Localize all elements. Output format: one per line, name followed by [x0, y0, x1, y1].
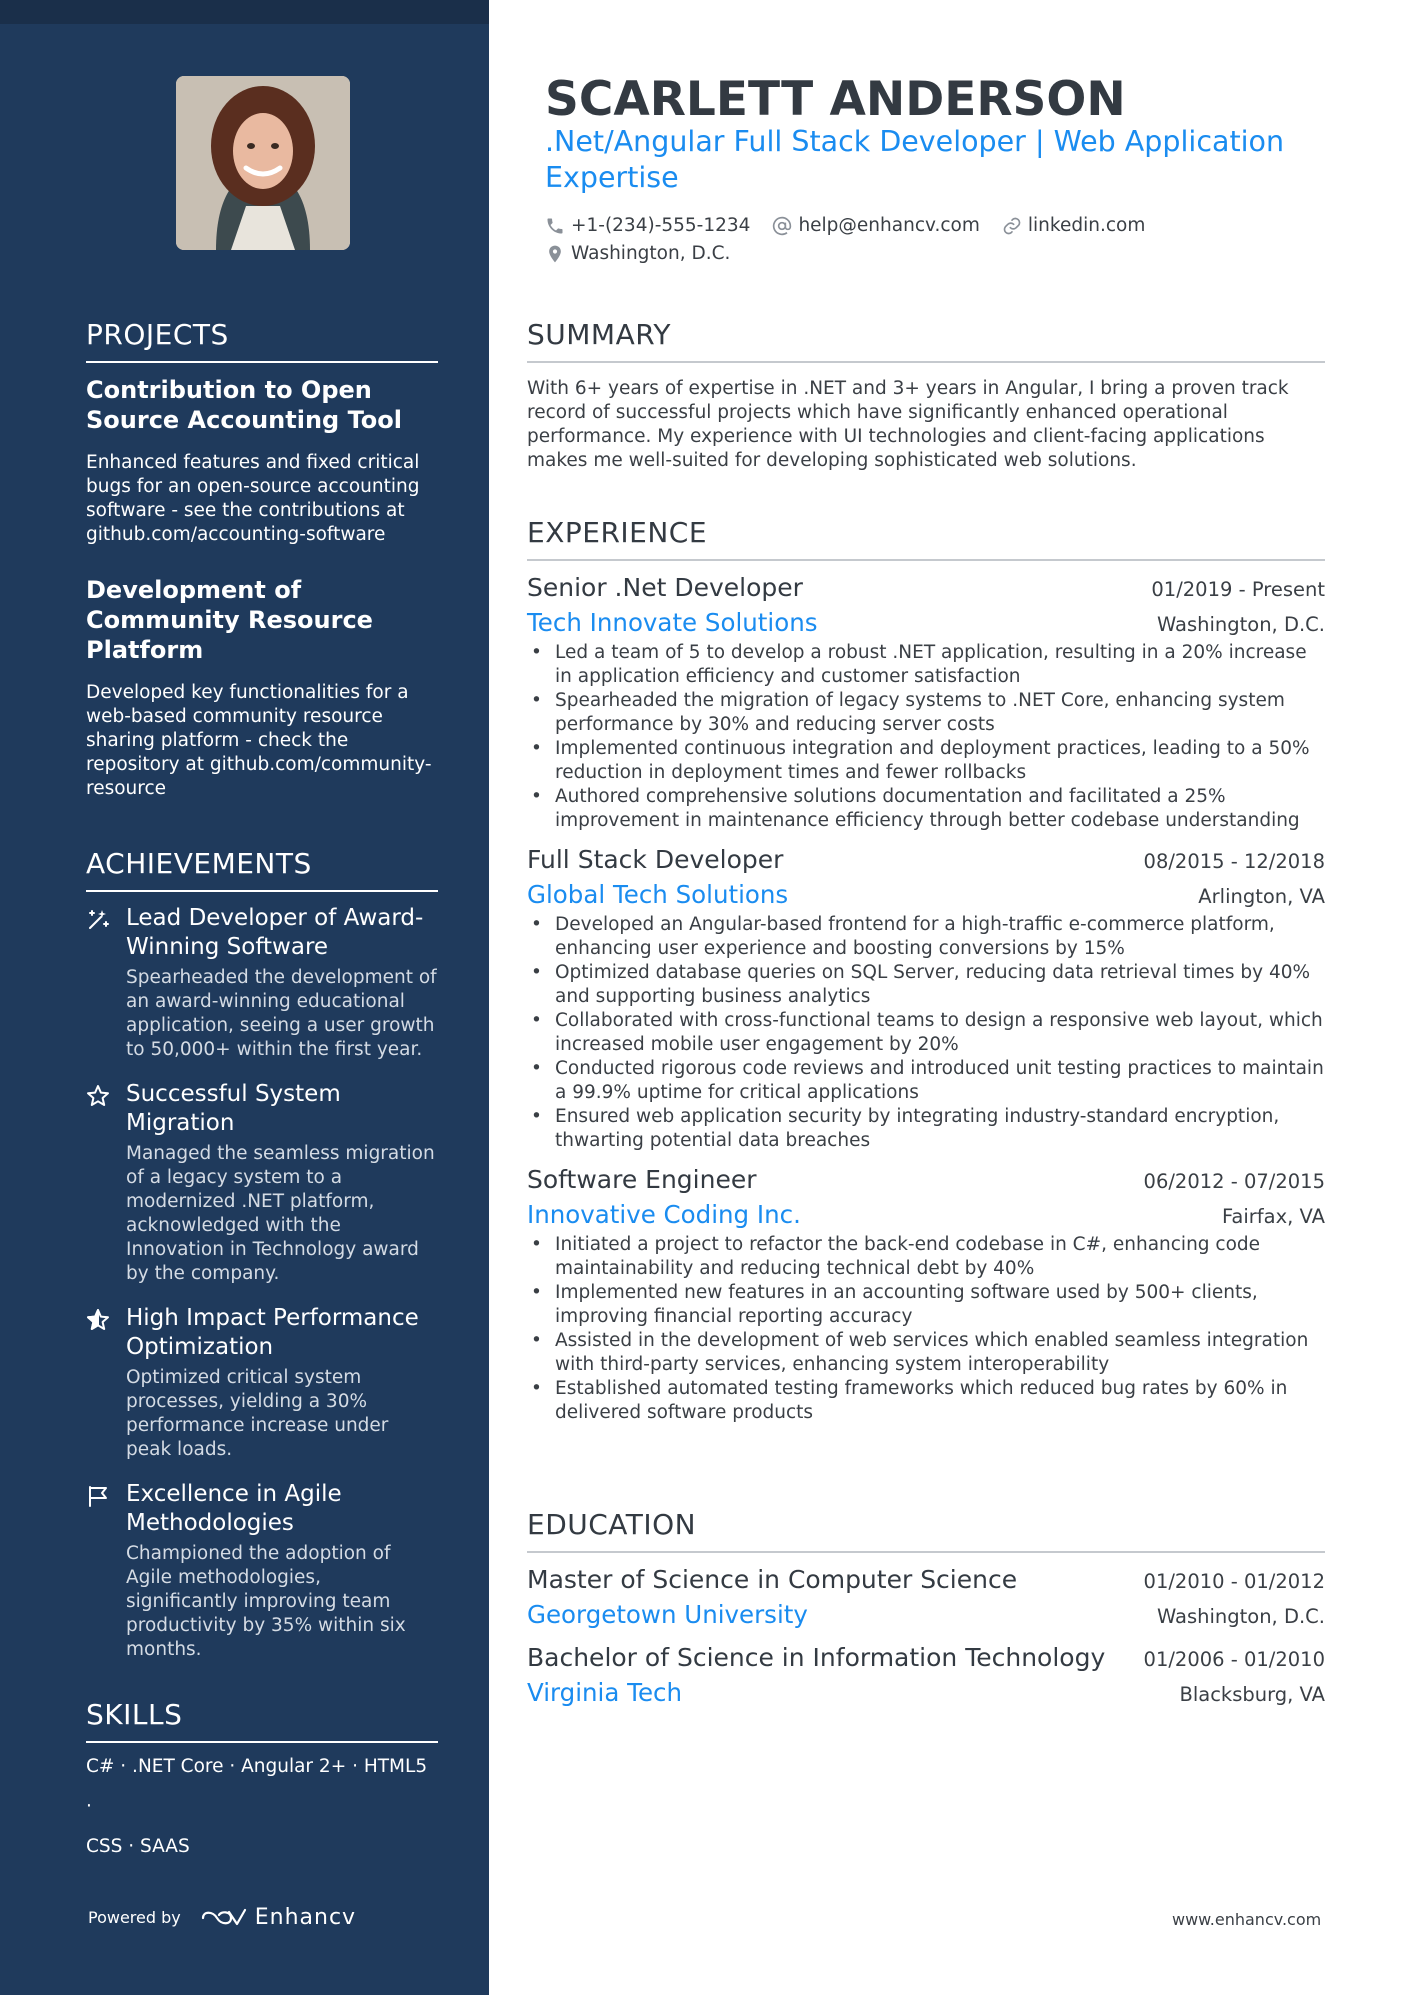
half-star-icon [86, 1308, 110, 1332]
job-bullets [527, 913, 1325, 1153]
achievement-description: Optimized critical system processes, yielding a 30% performance increase under peak loads. [126, 1367, 389, 1460]
profile-photo [176, 76, 350, 250]
project-title: Contribution to Open Source Accounting Tool [86, 376, 402, 434]
skills-list: CSS · SAAS [86, 1836, 190, 1857]
job-dates: 01/2019 - Present [1151, 578, 1325, 601]
job-bullet: • Initiated a project to refactor the back-end codebase in C#, enhancing code maintainability and reducing technical debt by 40% [527, 1233, 1325, 1281]
job-title: Software Engineer [527, 1165, 757, 1194]
job-bullet: • Collaborated with cross-functional teams to design a responsive web layout, which increased mobile user engagement by 20% [527, 1009, 1325, 1057]
experience-heading: EXPERIENCE [527, 516, 1325, 561]
at-sign-icon [772, 216, 792, 236]
job-location: Fairfax, VA [1222, 1205, 1325, 1228]
skills-list: C# · .NET Core · Angular 2+ · HTML5 · [86, 1756, 428, 1817]
achievement-item [86, 904, 438, 1062]
job-entry [527, 573, 1325, 833]
powered-by-label: Powered by [88, 1908, 181, 1927]
contact-location [545, 243, 730, 264]
project-title: Development of Community Resource Platform [86, 576, 373, 664]
contact-email[interactable] [772, 215, 979, 236]
project-description: Enhanced features and fixed critical bugs for an open-source accounting software - see the contributions at github.com/accounting-software [86, 452, 420, 545]
project-item [86, 575, 438, 801]
job-bullet: • Authored comprehensive solutions documentation and facilitated a 25% improvement in maintenance efficiency through better codebase understanding [527, 785, 1325, 833]
experience-section [527, 516, 1325, 1425]
sidebar-top-bar [0, 0, 489, 24]
skills-section [86, 1698, 438, 1867]
achievement-item [86, 1304, 438, 1462]
education-entry [527, 1643, 1325, 1707]
summary-section [527, 318, 1325, 473]
job-dates: 08/2015 - 12/2018 [1143, 850, 1325, 873]
contact-linkedin[interactable] [1002, 215, 1145, 236]
job-bullet: • Developed an Angular-based frontend for a high-traffic e-commerce platform, enhancing user experience and boosting conversions by 15% [527, 913, 1325, 961]
job-location: Washington, D.C. [1156, 613, 1325, 636]
enhancv-logo[interactable] [199, 1905, 356, 1930]
achievement-item [86, 1080, 438, 1286]
achievement-description: Managed the seamless migration of a legacy system to a modernized .NET platform, acknowledged with the Innovation in Technology award by the company. [126, 1143, 435, 1284]
projects-heading: PROJECTS [86, 318, 438, 363]
location-pin-icon [545, 244, 565, 264]
education-heading: EDUCATION [527, 1508, 1325, 1553]
profile-photo-icon [176, 76, 350, 250]
job-bullets [527, 641, 1325, 833]
star-icon [86, 1084, 110, 1108]
job-dates: 06/2012 - 07/2015 [1143, 1170, 1325, 1193]
email-text: help@enhancv.com [798, 215, 980, 236]
achievements-section [86, 847, 438, 1662]
flag-icon [86, 1484, 110, 1508]
job-entry [527, 845, 1325, 1153]
job-company: Global Tech Solutions [527, 880, 789, 909]
education-dates: 01/2006 - 01/2010 [1143, 1648, 1325, 1671]
contact-row [545, 215, 1145, 236]
contact-phone[interactable] [545, 215, 750, 236]
website-link[interactable]: www.enhancv.com [1172, 1910, 1322, 1929]
achievement-title: High Impact Performance Optimization [126, 1305, 419, 1360]
linkedin-text: linkedin.com [1027, 215, 1146, 236]
job-bullets [527, 1233, 1325, 1425]
summary-text: With 6+ years of expertise in .NET and 3+ years in Angular, I bring a proven track record of successful projects which have significantly enhanced operational performance. My experience with UI technologies and client-facing applications makes me well-suited for developing sophisticated web solutions. [527, 378, 1289, 471]
job-bullet: • Optimized database queries on SQL Server, reducing data retrieval times by 40% and supporting business analytics [527, 961, 1325, 1009]
job-entry [527, 1165, 1325, 1425]
achievement-title: Lead Developer of Award-Winning Software [126, 905, 424, 960]
education-school: Georgetown University [527, 1600, 808, 1629]
candidate-name: SCARLETT ANDERSON [545, 72, 1126, 127]
candidate-headline: .Net/Angular Full Stack Developer | Web Application Expertise [545, 125, 1285, 194]
job-bullet: • Conducted rigorous code reviews and introduced unit testing practices to maintain a 99.9% uptime for critical applications [527, 1057, 1325, 1105]
job-title: Senior .Net Developer [527, 573, 803, 602]
education-degree: Bachelor of Science in Information Technology [527, 1643, 1106, 1672]
skills-heading: SKILLS [86, 1698, 438, 1743]
projects-section [86, 318, 438, 801]
magic-wand-icon [86, 908, 110, 932]
location-text: Washington, D.C. [571, 243, 731, 264]
link-icon [1002, 216, 1022, 236]
powered-by [88, 1905, 356, 1930]
education-section [527, 1508, 1325, 1707]
job-title: Full Stack Developer [527, 845, 784, 874]
education-dates: 01/2010 - 01/2012 [1143, 1570, 1325, 1593]
enhancv-logo-icon [199, 1906, 247, 1930]
job-bullet: • Spearheaded the migration of legacy systems to .NET Core, enhancing system performance by 30% and reducing server costs [527, 689, 1325, 737]
achievement-description: Spearheaded the development of an award-winning educational application, seeing a user growth to 50,000+ within the first year. [126, 967, 437, 1060]
job-company: Tech Innovate Solutions [527, 608, 818, 637]
education-location: Washington, D.C. [1156, 1605, 1325, 1628]
summary-heading: SUMMARY [527, 318, 1325, 363]
contact-row [545, 243, 730, 264]
phone-icon [545, 216, 565, 236]
project-description: Developed key functionalities for a web-based community resource sharing platform - check the repository at github.com/community-resource [86, 682, 432, 799]
job-bullet: • Established automated testing frameworks which reduced bug rates by 60% in delivered software products [527, 1377, 1325, 1425]
education-entry [527, 1565, 1325, 1629]
job-location: Arlington, VA [1198, 885, 1325, 908]
education-school: Virginia Tech [527, 1678, 683, 1707]
job-bullet: • Assisted in the development of web services which enabled seamless integration with third-party services, enhancing system interoperability [527, 1329, 1325, 1377]
education-degree: Master of Science in Computer Science [527, 1565, 1018, 1594]
job-company: Innovative Coding Inc. [527, 1200, 801, 1229]
job-bullet: • Implemented continuous integration and deployment practices, leading to a 50% reduction in deployment times and fewer rollbacks [527, 737, 1325, 785]
education-location: Blacksburg, VA [1179, 1683, 1325, 1706]
sidebar [0, 0, 489, 1995]
job-bullet: • Led a team of 5 to develop a robust .NET application, resulting in a 20% increase in application efficiency and customer satisfaction [527, 641, 1325, 689]
job-bullet: • Implemented new features in an accounting software used by 500+ clients, improving financial reporting accuracy [527, 1281, 1325, 1329]
achievement-item [86, 1480, 438, 1662]
achievement-description: Championed the adoption of Agile methodologies, significantly improving team productivity by 35% within six months. [126, 1543, 406, 1660]
achievements-heading: ACHIEVEMENTS [86, 847, 438, 892]
project-item [86, 375, 438, 547]
job-bullet: • Ensured web application security by integrating industry-standard encryption, thwarting potential data breaches [527, 1105, 1325, 1153]
achievement-title: Excellence in Agile Methodologies [126, 1481, 342, 1536]
enhancv-brand-text: Enhancv [254, 1905, 357, 1930]
achievement-title: Successful System Migration [126, 1081, 341, 1136]
phone-text: +1-(234)-555-1234 [571, 215, 751, 236]
